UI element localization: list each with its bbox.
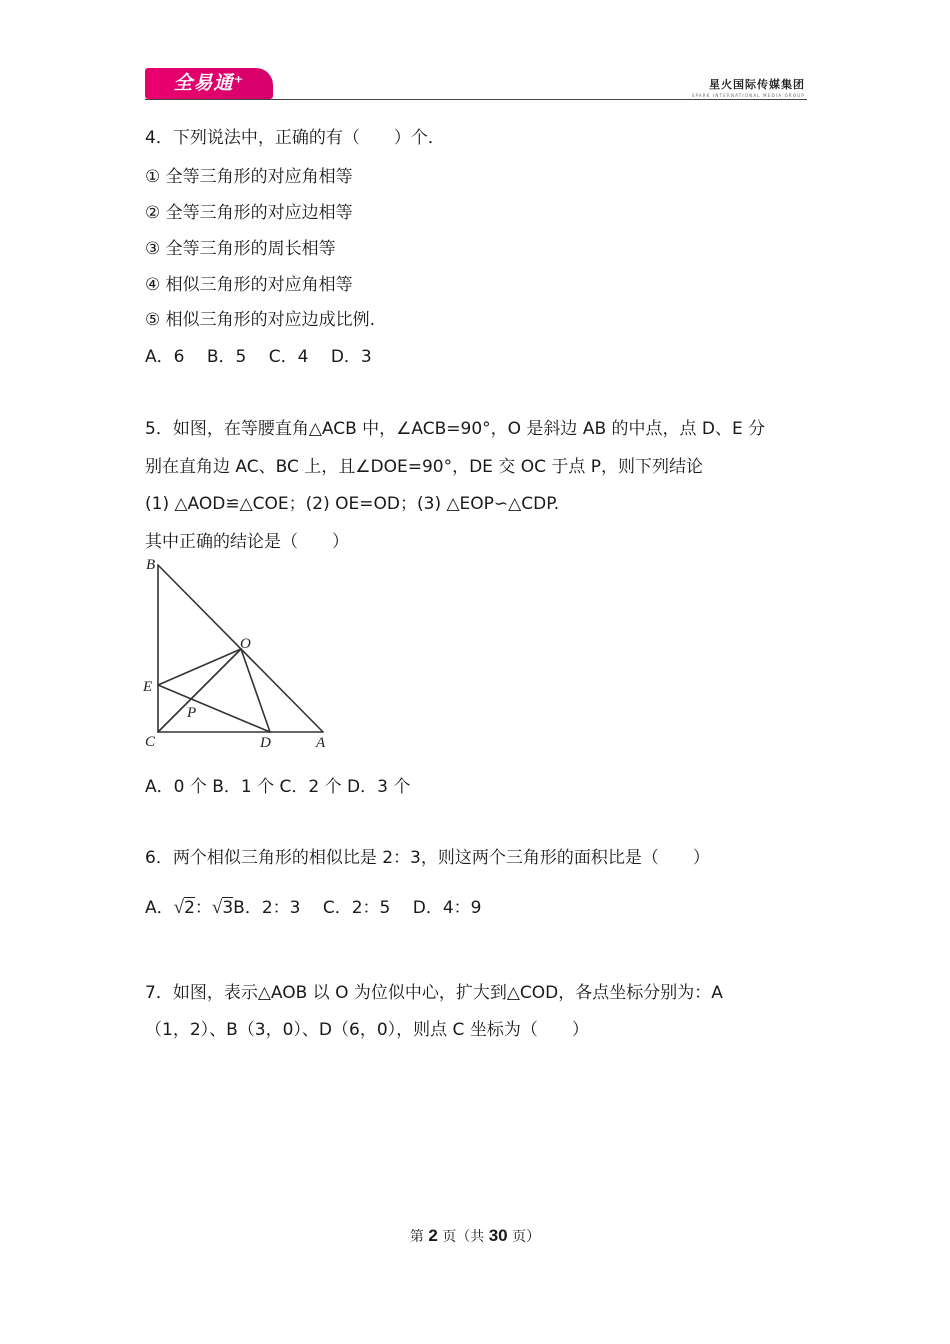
q5-figure [140,552,340,752]
header-divider [145,99,807,100]
q6-radicand-1: 2 [184,898,195,918]
brand-name-cn: 星火国际传媒集团 [709,78,805,91]
q5-stem-3: (1) △AOD≌△COE；(2) OE=OD；(3) △EOP∽△CDP. [145,494,560,514]
sqrt-symbol: √ [211,897,223,918]
logo: 全易通⁺ [145,68,273,99]
footer-mid: 页（共 [437,1229,489,1245]
label-p: P [187,705,197,721]
label-c: C [145,734,156,750]
label-d: D [260,735,271,751]
q4-item-2: ② 全等三角形的对应边相等 [145,203,353,223]
footer-pre: 第 [409,1229,429,1245]
footer-post: 页） [507,1229,541,1245]
q4-options: A．6 B．5 C．4 D．3 [145,347,372,367]
label-o: O [240,636,251,652]
q4-item-5: ⑤ 相似三角形的对应边成比例. [145,310,376,330]
q7-stem-2: （1，2）、B（3，0）、D（6，0），则点 C 坐标为（ ） [145,1020,589,1040]
q5-stem-4: 其中正确的结论是（ ） [145,532,349,552]
label-a: A [316,735,326,751]
q4-stem: 4．下列说法中，正确的有（ ）个． [145,128,445,148]
label-b: B [146,557,156,573]
segment-od [241,649,270,732]
q6-option-a-label: A． [145,898,174,918]
q6-options [145,893,482,919]
q4-item-4: ④ 相似三角形的对应角相等 [145,275,353,295]
brand [692,76,805,98]
sqrt-symbol: √ [173,897,185,918]
q6-options-rest: B．2：3 C．2：5 D．4：9 [233,898,482,918]
q4-item-1: ① 全等三角形的对应角相等 [145,167,353,187]
brand-name-en: SPARK INTERNATIONAL MEDIA GROUP [691,93,805,98]
page-footer [0,1226,950,1246]
q4-item-3: ③ 全等三角形的周长相等 [145,239,336,259]
q6-stem: 6．两个相似三角形的相似比是 2：3，则这两个三角形的面积比是（ ） [145,848,710,868]
footer-page-number: 2 [428,1226,438,1245]
footer-total-pages: 30 [488,1226,508,1245]
q7-stem-1: 7．如图，表示△AOB 以 O 为位似中心，扩大到△COD，各点坐标分别为：A [145,983,723,1003]
segment-ed [158,685,270,732]
q5-options: A．0 个 B．1 个 C．2 个 D．3 个 [145,777,411,797]
q5-stem-2: 别在直角边 AC、BC 上，且∠DOE=90°，DE 交 OC 于点 P，则下列结论 [145,457,704,477]
label-e: E [143,679,153,695]
q6-ratio-sep: ： [194,898,212,918]
segment-oe [158,649,241,685]
q6-radicand-2: 3 [222,898,234,918]
q5-stem-1: 5．如图，在等腰直角△ACB 中，∠ACB=90°，O 是斜边 AB 的中点，点 D、E 分 [145,419,766,439]
